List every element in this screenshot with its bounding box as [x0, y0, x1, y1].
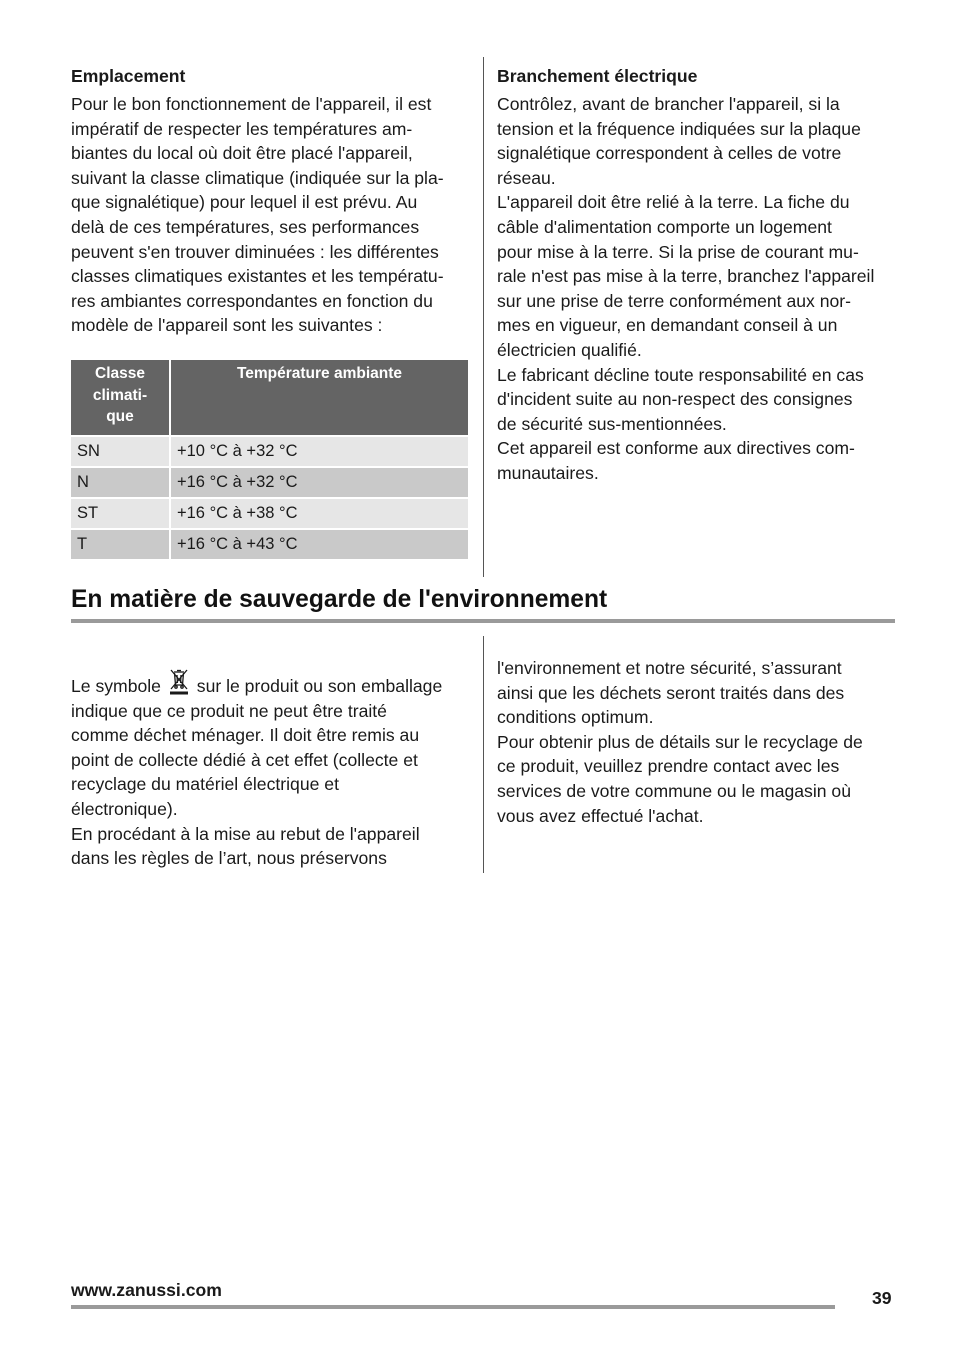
- cell-temperature: +10 °C à +32 °C: [170, 436, 468, 467]
- emplacement-line: suivant la classe climatique (indiquée sur la pla-: [71, 167, 444, 188]
- header-classe-line: climati-: [92, 386, 148, 404]
- environment-line: services de votre commune ou le magasin où: [497, 780, 852, 801]
- footer-rule: [71, 1305, 835, 1309]
- header-classe-line: que: [106, 408, 134, 425]
- climate-class-table: [71, 360, 468, 559]
- branchement-line: électricien qualifié.: [497, 339, 642, 360]
- page-number: 39: [872, 1288, 892, 1308]
- branchement-line: de sécurité sus-mentionnées.: [497, 413, 727, 434]
- emplacement-line: delà de ces températures, ses performances: [71, 216, 420, 237]
- branchement-line: signalétique correspondent à celles de votre: [497, 143, 842, 164]
- emplacement-line: modèle de l'appareil sont les suivantes :: [71, 315, 383, 336]
- cell-classe: N: [71, 467, 170, 498]
- cell-classe: T: [71, 529, 170, 559]
- environment-line: l'environnement et notre sécurité, s’assurant: [497, 658, 842, 678]
- environment-line: ce produit, veuillez prendre contact avec les: [497, 756, 840, 777]
- table-row: [71, 467, 468, 498]
- branchement-line: Contrôlez, avant de brancher l'appareil, si la: [497, 94, 840, 114]
- cell-temperature: +16 °C à +32 °C: [170, 467, 468, 498]
- table-row: [71, 529, 468, 559]
- environment-line: Pour obtenir plus de détails sur le recyclage de: [497, 731, 863, 752]
- branchement-section: [497, 64, 897, 486]
- branchement-line: Cet appareil est conforme aux directives com-: [497, 438, 855, 459]
- branchement-line: pour mise à la terre. Si la prise de courant mu-: [497, 241, 859, 262]
- branchement-line: L'appareil doit être relié à la terre. La fiche du: [497, 192, 850, 213]
- environment-line: électronique).: [71, 798, 178, 819]
- branchement-line: d'incident suite au non-respect des consignes: [497, 389, 853, 410]
- emplacement-line: biantes du local où doit être placé l'appareil,: [71, 143, 413, 164]
- environment-section-title: En matière de sauvegarde de l'environnement: [71, 586, 608, 613]
- crossed-out-bin-icon: [168, 668, 190, 696]
- environment-line: recyclage du matériel électrique et: [71, 774, 339, 795]
- branchement-line: réseau.: [497, 167, 556, 188]
- emplacement-line: peuvent s'en trouver diminuées : les différentes: [71, 241, 439, 262]
- environment-right-column: [497, 656, 897, 828]
- emplacement-section: [71, 64, 471, 338]
- environment-line: En procédant à la mise au rebut de l'appareil: [71, 823, 420, 844]
- cell-temperature: +16 °C à +38 °C: [170, 498, 468, 529]
- environment-line: comme déchet ménager. Il doit être remis au: [71, 725, 420, 746]
- environment-line: indique que ce produit ne peut être traité: [71, 700, 387, 721]
- table-row: [71, 436, 468, 467]
- cell-classe: ST: [71, 498, 170, 529]
- emplacement-heading: Emplacement: [71, 66, 186, 86]
- symbol-text-after: sur le produit ou son emballage: [196, 676, 443, 696]
- environment-line: point de collecte dédié à cet effet (collecte et: [71, 749, 418, 770]
- cell-temperature: +16 °C à +43 °C: [170, 529, 468, 559]
- emplacement-line: impératif de respecter les températures am-: [71, 118, 413, 139]
- symbol-text-before: Le symbole: [71, 676, 161, 696]
- branchement-line: mes en vigueur, en demandant conseil à un: [497, 315, 838, 336]
- header-temperature-ambiante: Température ambiante: [170, 360, 468, 436]
- emplacement-line: que signalétique) pour lequel il est prévu. Au: [71, 192, 418, 213]
- section-title-rule: [71, 619, 895, 623]
- emplacement-line: classes climatiques existantes et les températu-: [71, 266, 444, 287]
- branchement-line: câble d'alimentation comporte un logement: [497, 216, 832, 237]
- branchement-heading: Branchement électrique: [497, 66, 698, 86]
- emplacement-line: Pour le bon fonctionnement de l'appareil, il est: [71, 94, 432, 114]
- branchement-line: munautaires.: [497, 462, 599, 483]
- table-row: [71, 498, 468, 529]
- emplacement-line: res ambiantes correspondantes en fonction du: [71, 290, 433, 311]
- branchement-line: rale n'est pas mise à la terre, branchez l'appareil: [497, 266, 875, 287]
- branchement-line: Le fabricant décline toute responsabilité en cas: [497, 364, 864, 385]
- environment-left-column: [71, 668, 471, 871]
- footer-website-url: www.zanussi.com: [71, 1280, 222, 1300]
- branchement-line: tension et la fréquence indiquées sur la plaque: [497, 118, 861, 139]
- cell-classe: SN: [71, 436, 170, 467]
- environment-line-with-symbol: [71, 668, 471, 699]
- header-classe-climatique: [71, 360, 170, 436]
- environment-line: ainsi que les déchets seront traités dans des: [497, 682, 845, 703]
- environment-line: conditions optimum.: [497, 707, 654, 728]
- column-divider: [483, 57, 484, 577]
- environment-line: dans les règles de l’art, nous préservons: [71, 848, 387, 869]
- branchement-line: sur une prise de terre conformément aux nor-: [497, 290, 851, 311]
- environment-line: vous avez effectué l'achat.: [497, 805, 704, 826]
- table-header-row: [71, 360, 468, 436]
- header-classe-line: Classe: [95, 365, 145, 382]
- column-divider: [483, 636, 484, 873]
